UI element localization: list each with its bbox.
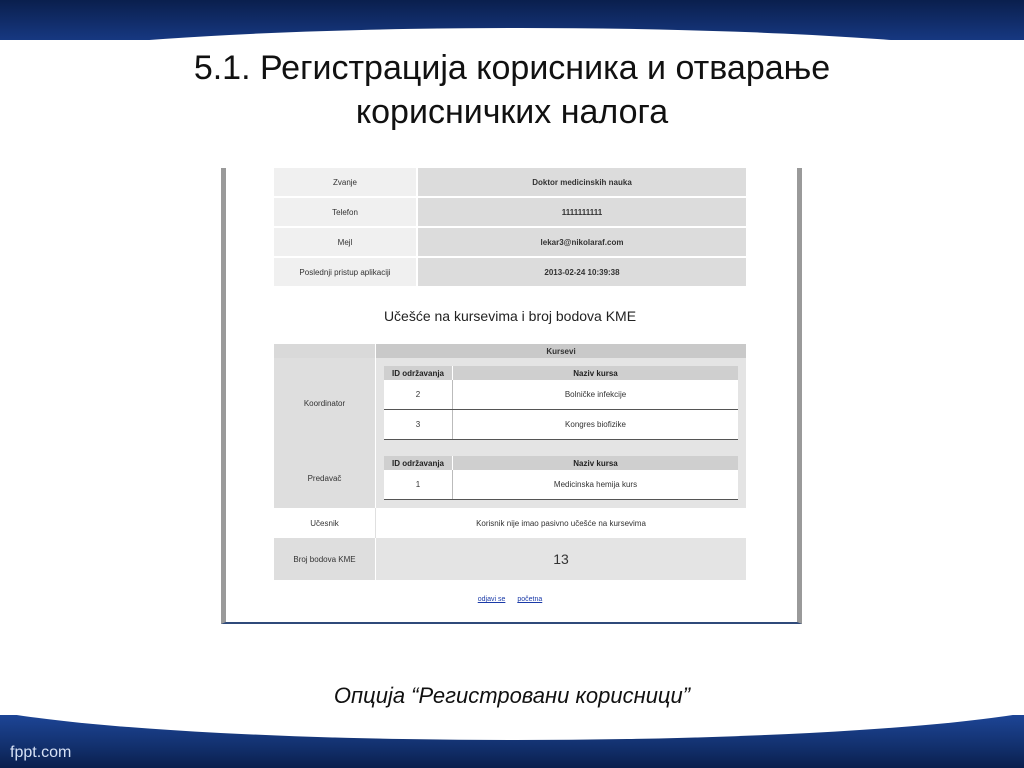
- profile-label: Mejl: [274, 227, 417, 257]
- profile-value: Doktor medicinskih nauka: [417, 168, 746, 197]
- col-name-header: Naziv kursa: [453, 456, 739, 470]
- role-label-ucesnik: Učesnik: [274, 508, 376, 538]
- courses-header: Kursevi: [376, 344, 747, 358]
- subtable-header: [384, 366, 738, 380]
- kme-points-value: 13: [376, 538, 747, 580]
- col-id-header: ID održavanja: [384, 366, 453, 380]
- home-link[interactable]: početna: [517, 596, 543, 603]
- role-label-predavac: Predavač: [274, 448, 376, 508]
- profile-table: [274, 168, 746, 288]
- table-row: [384, 380, 738, 410]
- subtable-header: [384, 456, 738, 470]
- table-row: [384, 470, 738, 500]
- profile-value: 2013-02-24 10:39:38: [417, 257, 746, 287]
- app-screenshot: [221, 168, 802, 624]
- course-id: 2: [384, 380, 453, 410]
- ucesnik-value: Korisnik nije imao pasivno učešće na kursevima: [376, 508, 747, 538]
- table-row: [274, 358, 746, 448]
- profile-value: lekar3@nikolaraf.com: [417, 227, 746, 257]
- col-name-header: Naziv kursa: [453, 366, 739, 380]
- profile-value: 1111111111: [417, 197, 746, 227]
- table-row: [384, 410, 738, 440]
- section-title: Učešće na kursevima i broj bodova KME: [383, 308, 637, 324]
- brand-text: fppt.com: [10, 744, 72, 761]
- profile-label: Telefon: [274, 197, 417, 227]
- slide-title-line1: 5.1. Регистрација корисника и отварање: [193, 49, 831, 87]
- role-label-koordinator: Koordinator: [274, 358, 376, 448]
- profile-label: Poslednji pristup aplikaciji: [274, 257, 417, 287]
- course-name: Kongres biofizike: [453, 410, 739, 440]
- course-id: 1: [384, 470, 453, 500]
- table-row: [274, 508, 746, 538]
- course-name: Medicinska hemija kurs: [453, 470, 739, 500]
- table-row: [274, 227, 746, 257]
- koordinator-courses-cell: [376, 358, 747, 448]
- table-row: [274, 257, 746, 287]
- profile-label: Zvanje: [274, 168, 417, 197]
- slide-title-line2: корисничких налога: [355, 93, 669, 131]
- table-row: [274, 168, 746, 197]
- kme-table: [274, 344, 746, 580]
- course-id: 3: [384, 410, 453, 440]
- col-id-header: ID održavanja: [384, 456, 453, 470]
- table-row: [274, 448, 746, 508]
- header-empty-cell: [274, 344, 376, 358]
- predavac-courses-table: [384, 456, 738, 500]
- course-name: Bolničke infekcije: [453, 380, 739, 410]
- app-content: [274, 168, 746, 603]
- footer-links: [274, 596, 746, 603]
- slide-title: [112, 46, 912, 134]
- kme-points-label: Broj bodova KME: [274, 538, 376, 580]
- slide-caption: Опција “Регистровани корисници”: [333, 683, 691, 708]
- table-header-row: [274, 344, 746, 358]
- table-row: [274, 197, 746, 227]
- predavac-courses-cell: [376, 448, 747, 508]
- logout-link[interactable]: odjavi se: [477, 596, 506, 603]
- koordinator-courses-table: [384, 366, 738, 440]
- table-row: [274, 538, 746, 580]
